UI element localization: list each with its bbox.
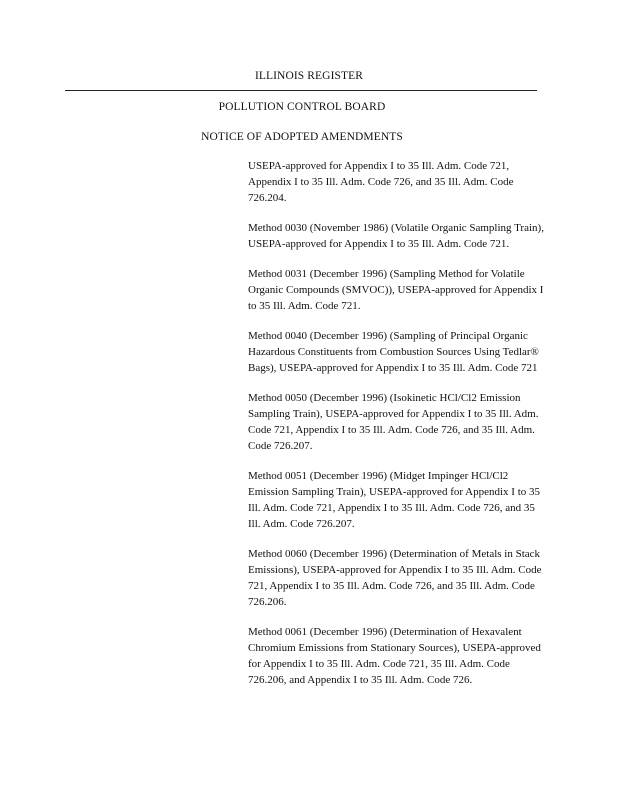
header-divider	[65, 90, 537, 91]
method-entry: Method 0031 (December 1996) (Sampling Method for Volatile Organic Compounds (SMVOC)), USEPA-approved for Appendix I to 35 Ill. Adm. Code 721.	[248, 268, 544, 312]
method-entry: USEPA-approved for Appendix I to 35 Ill. Adm. Code 721, Appendix I to 35 Ill. Adm. Code 726, and 35 Ill. Adm. Code 726.204.	[248, 160, 514, 204]
method-entry: Method 0040 (December 1996) (Sampling of Principal Organic Hazardous Constituents from Combustion Sources Using Tedlar® Bags), USEPA-approved for Appendix I to 35 Ill. Adm. Code 721	[248, 330, 539, 374]
method-entry: Method 0050 (December 1996) (Isokinetic HCl/Cl2 Emission Sampling Train), USEPA-approved for Appendix I to 35 Ill. Adm. Code 721, Appendix I to 35 Ill. Adm. Code 726, and 35 Ill. Adm. Code 726.207.	[248, 392, 539, 452]
register-title: ILLINOIS REGISTER	[254, 70, 364, 82]
method-entry: Method 0051 (December 1996) (Midget Impinger HCl/Cl2 Emission Sampling Train), USEPA-approved for Appendix I to 35 Ill. Adm. Code 721, Appendix I to 35 Ill. Adm. Code 726, and 35 Ill. Adm. Code 726.207.	[248, 470, 541, 530]
board-name: POLLUTION CONTROL BOARD	[218, 101, 386, 113]
notice-title: NOTICE OF ADOPTED AMENDMENTS	[201, 131, 403, 143]
method-entry: Method 0030 (November 1986) (Volatile Organic Sampling Train), USEPA-approved for Appendix I to 35 Ill. Adm. Code 721.	[248, 222, 544, 250]
method-list	[248, 158, 548, 702]
method-entry: Method 0061 (December 1996) (Determination of Hexavalent Chromium Emissions from Stationary Sources), USEPA-approved for Appendix I to 35 Ill. Adm. Code 721, 35 Ill. Adm. Code 726.206, and Appendix I to 35 Ill. Adm. Code 726.	[248, 626, 541, 686]
method-entry: Method 0060 (December 1996) (Determination of Metals in Stack Emissions), USEPA-approved for Appendix I to 35 Ill. Adm. Code 721, Appendix I to 35 Ill. Adm. Code 726, and 35 Ill. Adm. Code 726.206.	[248, 548, 542, 608]
